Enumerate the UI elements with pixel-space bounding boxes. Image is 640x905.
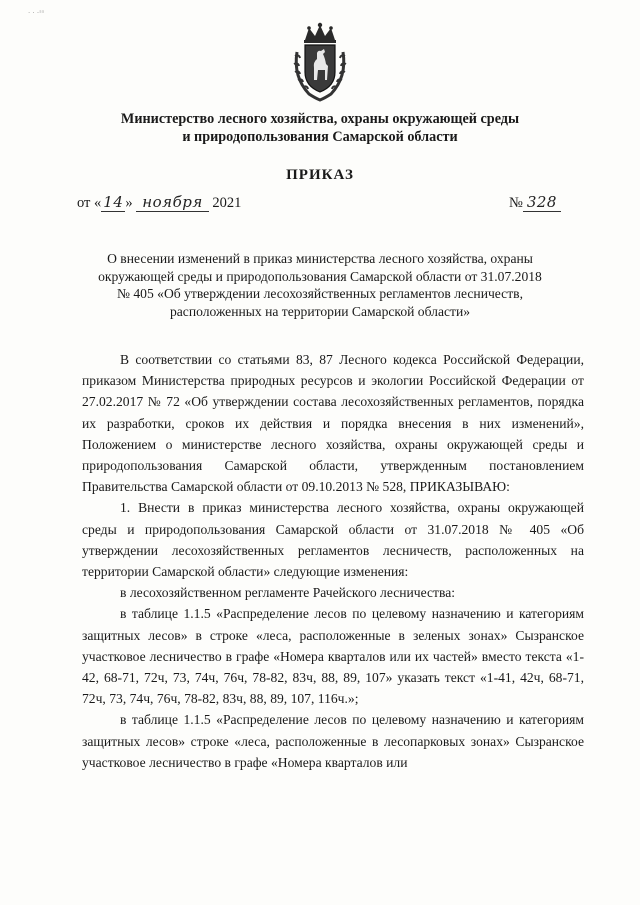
ministry-line-1: Министерство лесного хозяйства, охраны окружающей среды [120,111,520,127]
regulation-paragraph: в лесохозяйственном регламенте Рачейского лесничества: [120,585,456,601]
date-month-handwritten: ноября [136,193,209,212]
date-quote-close: » [125,195,133,211]
order-number-handwritten: 328 [523,193,561,212]
table-change-paragraph-2: в таблице 1.1.5 «Распределение лесов по целевому назначению и категориям защитных лесов» строке «леса, расположенные в лесопарковых зонах» Сызранское участковое лесничество в графе «Номера кварталов или [82,712,584,770]
order-number [509,193,561,212]
order-body [82,349,584,773]
subject-line-1: О внесении изменений в приказ министерства лесного хозяйства, охраны [107,251,533,266]
date-day-handwritten: 14 [103,193,124,211]
date-prefix: от « [77,195,102,211]
ministry-name [0,110,640,146]
clause-1-paragraph: 1. Внести в приказ министерства лесного хозяйства, охраны окружающей среды и природопользования Самарской области от 31.07.2018 № 405 «Об утверждении лесохозяйственных регламентов лесничеств, расположенных на территории Самарской области» следующие изменения: [82,500,584,580]
date-year: 2021 [212,195,242,211]
order-date [77,193,241,219]
svg-text:· · ·ˢˢ: · · ·ˢˢ [28,9,45,16]
subject-line-3: № 405 «Об утверждении лесохозяйственных регламентов лесничеств, [117,286,523,301]
subject-line-2: окружающей среды и природопользования Самарской области от 31.07.2018 [98,268,542,284]
ministry-line-2: и природопользования Самарской области [182,129,458,145]
subject-line-4: расположенных на территории Самарской области» [169,303,471,319]
table-change-paragraph-1: в таблице 1.1.5 «Распределение лесов по целевому назначению и категориям защитных лесов» в строке «леса, расположенные в зеленых зонах» Сызранское участковое лесничество в графе «Номера кварталов или их частей» вместо текста «1-42, 68-71, 72ч, 73, 74ч, 76ч, 78-82, 83ч, 88, 89, 107» указать текст «1-41, 42ч, 68-71, 72ч, 73, 74ч, 76ч, 78-82, 83ч, 88, 89, 107, 116ч.»; [82,606,584,707]
coat-of-arms-emblem [291,22,349,102]
preamble-paragraph: В соответствии со статьями 83, 87 Лесного кодекса Российской Федерации, приказом Министерства природных ресурсов и экологии Российской Федерации от 27.02.2017 № 72 «Об утверждении состава лесохозяйственных регламентов, порядка их разработки, сроков их действия и порядка внесения в них изменений», Положением о министерстве лесного хозяйства, охраны окружающей среды и природопользования Самарской области, утвержденным постановлением Правительства Самарской области от 09.10.2013 № 528, ПРИКАЗЫВАЮ: [82,352,584,495]
scan-artifact [28,8,76,16]
order-subject [60,250,580,320]
document-type-title: ПРИКАЗ [286,167,354,183]
number-prefix: № [509,195,523,211]
